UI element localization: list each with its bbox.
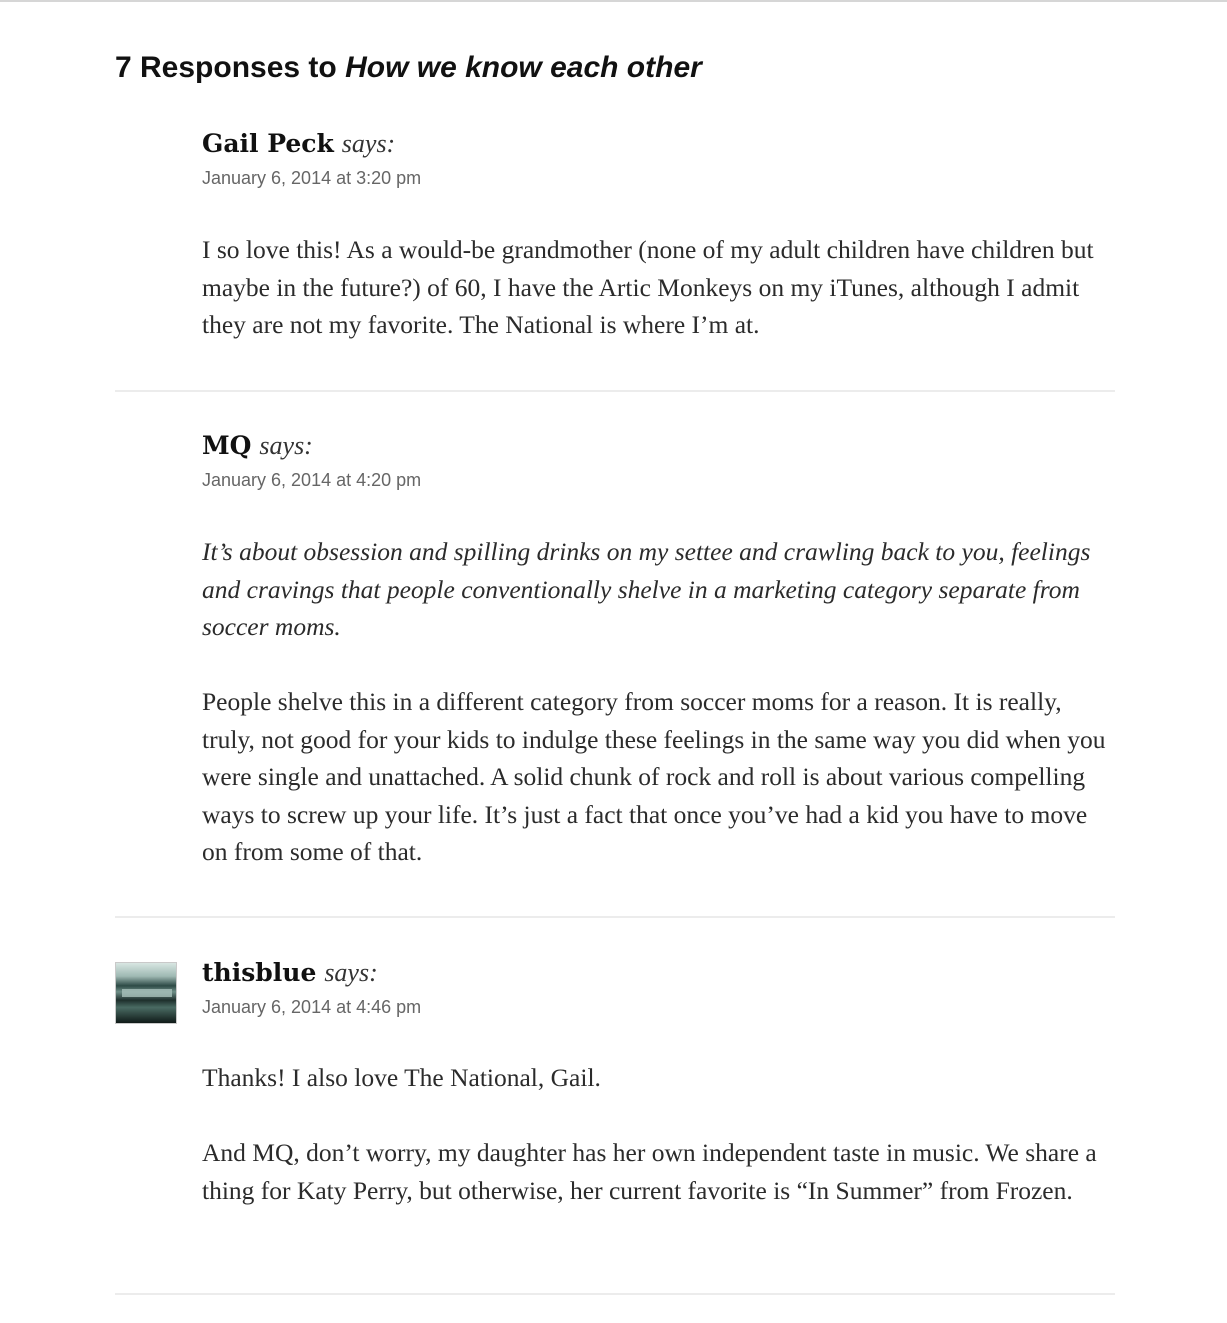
comment-author-name: Gail Peck — [202, 129, 334, 158]
comment-date-link[interactable]: January 6, 2014 at 4:20 pm — [202, 470, 422, 490]
comment-author-name: MQ — [202, 431, 252, 460]
comment-meta — [202, 127, 1115, 191]
comment-divider — [115, 916, 1115, 918]
comments-count-label: 7 Responses to — [115, 51, 346, 84]
post-title-link[interactable]: How we know each other — [345, 51, 702, 84]
comment-body — [202, 533, 1117, 871]
comment-says-label: says: — [341, 129, 396, 158]
comment-meta — [202, 956, 1115, 1020]
comment-divider — [115, 390, 1115, 392]
comment-body — [202, 231, 1117, 344]
avatar[interactable] — [115, 962, 177, 1024]
comment-quote: It’s about obsession and spilling drinks on my settee and crawling back to you, feelings and cravings that people conventionally shelve in a marketing category separate from soccer moms. — [202, 537, 1091, 641]
comment-date-link[interactable]: January 6, 2014 at 3:20 pm — [202, 168, 422, 188]
comment-paragraph: Thanks! I also love The National, Gail. — [202, 1063, 601, 1092]
comment-body — [202, 1059, 1117, 1209]
comment-author — [202, 127, 1115, 161]
comment-author — [202, 956, 1115, 990]
comment-divider — [115, 1293, 1115, 1295]
comment-meta — [202, 429, 1115, 493]
comment-says-label: says: — [324, 958, 378, 987]
top-divider — [0, 0, 1227, 2]
comment-author — [202, 429, 1115, 463]
comment-says-label: says: — [259, 431, 313, 460]
comment-paragraph: And MQ, don’t worry, my daughter has her own independent taste in music. We share a thing for Katy Perry, but otherwise, her current favorite is “In Summer” from Frozen. — [202, 1138, 1097, 1205]
comment-paragraph: I so love this! As a would-be grandmother (none of my adult children have children but maybe in the future?) of 60, I have the Artic Monkeys on my iTunes, although I admit they are not my favorite. The National is where I’m at. — [202, 235, 1094, 339]
comment-author-name[interactable]: thisblue — [202, 958, 317, 987]
comment-paragraph: People shelve this in a different category from soccer moms for a reason. It is really, truly, not good for your kids to indulge these feelings in the same way you did when you were single and unattached. A solid chunk of rock and roll is about various compelling ways to screw up your life. It’s just a fact that once you’ve had a kid you have to move on from some of that. — [202, 687, 1106, 866]
comments-heading — [115, 44, 702, 92]
comment-date-link[interactable]: January 6, 2014 at 4:46 pm — [202, 997, 422, 1017]
